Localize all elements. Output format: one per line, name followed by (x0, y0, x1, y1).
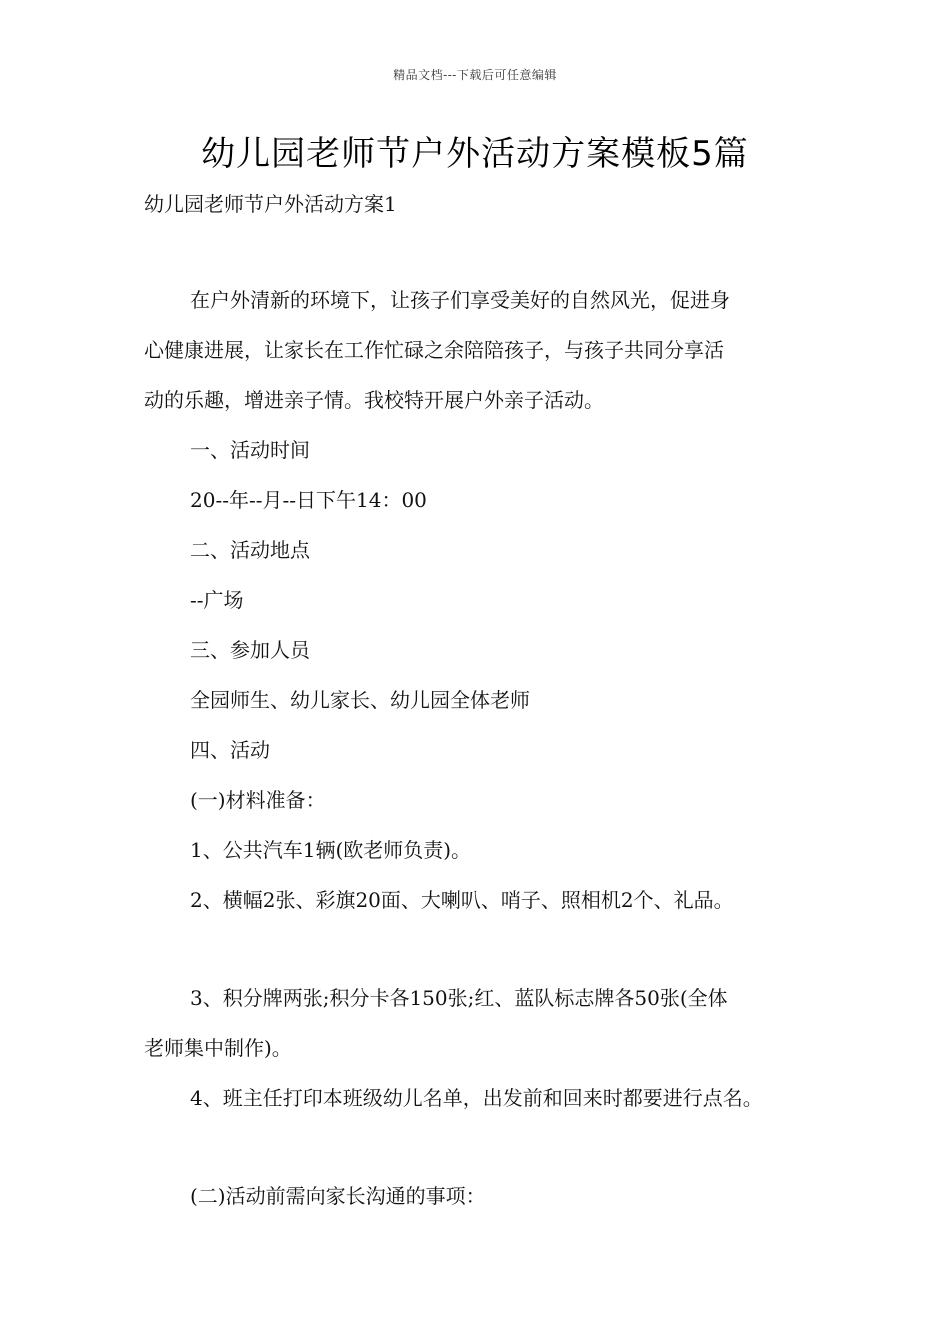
header-note: 精品文档---下载后可任意编辑 (393, 68, 557, 82)
list-item: 3、积分牌两张;积分卡各150张;红、蓝队标志牌各50张(全体 (190, 986, 728, 1010)
paragraph-line: 20--年--月--日下午14：00 (190, 488, 427, 512)
paragraph-line: 在户外清新的环境下，让孩子们享受美好的自然风光，促进身 (190, 288, 730, 312)
subsection-heading: (二)活动前需向家长沟通的事项： (190, 1184, 486, 1208)
document-title: 幼儿园老师节户外活动方案模板5篇 (201, 134, 749, 174)
subsection-heading: (一)材料准备： (190, 788, 326, 812)
paragraph-line: --广场 (190, 588, 244, 612)
section-heading: 二、活动地点 (190, 538, 310, 562)
list-item: 2、横幅2张、彩旗20面、大喇叭、哨子、照相机2个、礼品。 (190, 888, 734, 912)
paragraph-line: 心健康进展，让家长在工作忙碌之余陪陪孩子，与孩子共同分享活 (144, 338, 724, 362)
paragraph-line: 老师集中制作)。 (144, 1036, 292, 1060)
paragraph-line: 动的乐趣，增进亲子情。我校特开展户外亲子活动。 (144, 388, 604, 412)
section-heading: 一、活动时间 (190, 438, 310, 462)
section-heading: 三、参加人员 (190, 638, 310, 662)
section-subtitle: 幼儿园老师节户外活动方案1 (144, 192, 397, 216)
list-item: 4、班主任打印本班级幼儿名单，出发前和回来时都要进行点名。 (190, 1086, 763, 1110)
section-heading: 四、活动 (190, 738, 270, 762)
list-item: 1、公共汽车1辆(欧老师负责)。 (190, 838, 472, 862)
paragraph-line: 全园师生、幼儿家长、幼儿园全体老师 (190, 688, 530, 712)
